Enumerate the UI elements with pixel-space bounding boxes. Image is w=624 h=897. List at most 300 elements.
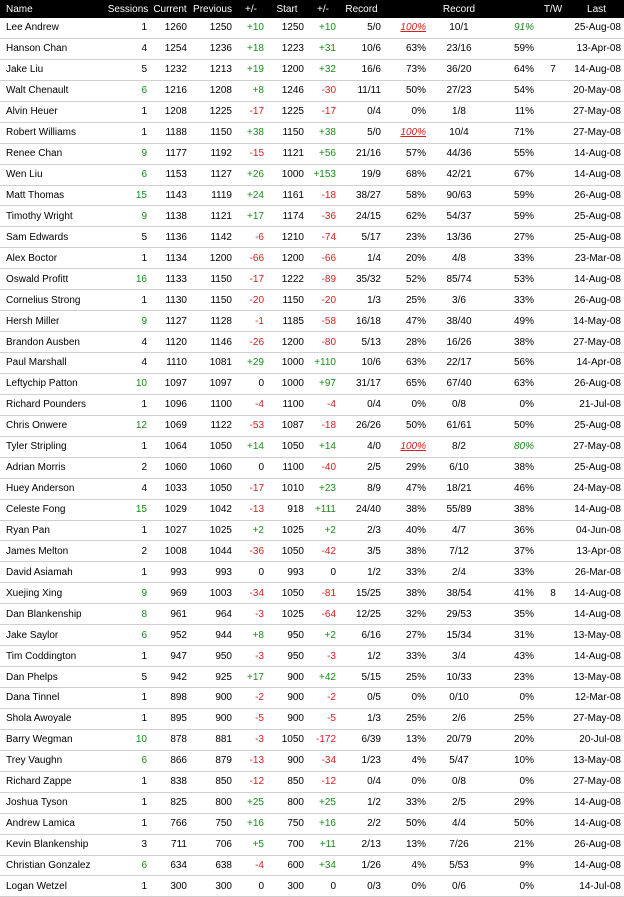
cell-sessions: 10: [106, 373, 150, 394]
cell-previous-rating: 638: [190, 855, 235, 876]
cell-match-record: 0/4: [339, 394, 384, 415]
cell-sessions: 6: [106, 164, 150, 185]
cell-player-name: Timothy Wright: [0, 206, 106, 227]
cell-sessions: 1: [106, 436, 150, 457]
cell-last-played: 27-May-08: [569, 708, 624, 729]
header-game-win-pct: [489, 0, 537, 18]
cell-rating-change: 0: [235, 373, 267, 394]
cell-rating-change: 0: [235, 562, 267, 583]
cell-rating-change: +17: [235, 667, 267, 688]
cell-previous-rating: 750: [190, 813, 235, 834]
cell-player-name: Jake Saylor: [0, 625, 106, 646]
cell-last-played: 25-Aug-08: [569, 18, 624, 38]
cell-change-since-start: -12: [307, 771, 339, 792]
cell-match-win-pct: 50%: [384, 813, 429, 834]
cell-last-played: 27-May-08: [569, 332, 624, 353]
cell-match-win-pct: 57%: [384, 143, 429, 164]
cell-sessions: 1: [106, 771, 150, 792]
cell-player-name: Sam Edwards: [0, 227, 106, 248]
cell-last-played: 14-Apr-08: [569, 353, 624, 374]
cell-last-played: 26-Aug-08: [569, 290, 624, 311]
cell-start-rating: 1050: [267, 436, 307, 457]
cell-tw: [537, 269, 569, 290]
cell-tw: [537, 353, 569, 374]
cell-match-win-pct: 33%: [384, 562, 429, 583]
cell-sessions: 3: [106, 834, 150, 855]
table-row: [0, 562, 624, 583]
cell-game-record: 10/1: [429, 18, 489, 38]
cell-match-win-pct: 50%: [384, 80, 429, 101]
cell-match-win-pct: 38%: [384, 541, 429, 562]
cell-tw: [537, 290, 569, 311]
table-row: [0, 290, 624, 311]
cell-last-played: 25-Aug-08: [569, 415, 624, 436]
cell-match-record: 1/4: [339, 248, 384, 269]
cell-match-record: 2/3: [339, 520, 384, 541]
cell-current-rating: 1216: [150, 80, 190, 101]
cell-match-win-pct: 29%: [384, 457, 429, 478]
cell-sessions: 9: [106, 311, 150, 332]
cell-tw: [537, 436, 569, 457]
cell-game-record: 44/36: [429, 143, 489, 164]
cell-sessions: 1: [106, 688, 150, 709]
cell-player-name: Wen Liu: [0, 164, 106, 185]
cell-player-name: Xuejing Xing: [0, 583, 106, 604]
table-row: [0, 583, 624, 604]
cell-last-played: 24-May-08: [569, 478, 624, 499]
cell-match-win-pct: 0%: [384, 688, 429, 709]
cell-match-record: 1/2: [339, 646, 384, 667]
cell-game-win-pct: 91%: [489, 18, 537, 38]
cell-match-record: 12/25: [339, 604, 384, 625]
cell-change-since-start: +14: [307, 436, 339, 457]
cell-player-name: Dan Blankenship: [0, 604, 106, 625]
cell-player-name: Shola Awoyale: [0, 708, 106, 729]
cell-last-played: 25-Aug-08: [569, 457, 624, 478]
cell-previous-rating: 1025: [190, 520, 235, 541]
cell-current-rating: 1027: [150, 520, 190, 541]
cell-game-record: 4/4: [429, 813, 489, 834]
cell-rating-change: -2: [235, 688, 267, 709]
cell-tw: [537, 311, 569, 332]
cell-current-rating: 1208: [150, 101, 190, 122]
cell-change-since-start: +31: [307, 38, 339, 59]
cell-tw: [537, 750, 569, 771]
cell-change-since-start: +34: [307, 855, 339, 876]
cell-player-name: Dana Tinnel: [0, 688, 106, 709]
cell-current-rating: 1138: [150, 206, 190, 227]
cell-current-rating: 993: [150, 562, 190, 583]
cell-game-win-pct: 10%: [489, 750, 537, 771]
cell-change-since-start: -74: [307, 227, 339, 248]
cell-previous-rating: 1150: [190, 269, 235, 290]
cell-rating-change: -3: [235, 729, 267, 750]
cell-match-win-pct: 13%: [384, 729, 429, 750]
cell-game-win-pct: 71%: [489, 122, 537, 143]
cell-current-rating: 1120: [150, 332, 190, 353]
cell-start-rating: 1200: [267, 248, 307, 269]
cell-last-played: 13-May-08: [569, 750, 624, 771]
cell-game-win-pct: 31%: [489, 625, 537, 646]
cell-tw: [537, 206, 569, 227]
cell-current-rating: 1232: [150, 59, 190, 80]
cell-match-record: 24/40: [339, 499, 384, 520]
cell-rating-change: +8: [235, 80, 267, 101]
cell-start-rating: 1000: [267, 353, 307, 374]
cell-current-rating: 1143: [150, 185, 190, 206]
header-name: Name: [0, 0, 106, 18]
table-row: [0, 269, 624, 290]
cell-previous-rating: 1250: [190, 18, 235, 38]
cell-start-rating: 1121: [267, 143, 307, 164]
cell-game-record: 8/2: [429, 436, 489, 457]
cell-match-record: 0/3: [339, 876, 384, 897]
cell-start-rating: 1050: [267, 583, 307, 604]
table-row: [0, 541, 624, 562]
cell-player-name: Brandon Ausben: [0, 332, 106, 353]
cell-change-since-start: -3: [307, 646, 339, 667]
cell-game-win-pct: 50%: [489, 415, 537, 436]
cell-match-win-pct: 100%: [384, 18, 429, 38]
cell-game-record: 5/53: [429, 855, 489, 876]
cell-match-win-pct: 28%: [384, 332, 429, 353]
cell-game-record: 2/5: [429, 792, 489, 813]
cell-start-rating: 1225: [267, 101, 307, 122]
cell-current-rating: 866: [150, 750, 190, 771]
cell-game-record: 67/40: [429, 373, 489, 394]
cell-sessions: 1: [106, 18, 150, 38]
cell-match-record: 1/3: [339, 708, 384, 729]
cell-game-record: 0/8: [429, 394, 489, 415]
cell-rating-change: +16: [235, 813, 267, 834]
cell-sessions: 2: [106, 457, 150, 478]
cell-change-since-start: -58: [307, 311, 339, 332]
cell-sessions: 12: [106, 415, 150, 436]
cell-change-since-start: +16: [307, 813, 339, 834]
cell-rating-change: -1: [235, 311, 267, 332]
cell-sessions: 15: [106, 185, 150, 206]
cell-match-record: 5/0: [339, 18, 384, 38]
table-row: [0, 332, 624, 353]
cell-current-rating: 1060: [150, 457, 190, 478]
cell-last-played: 25-Aug-08: [569, 206, 624, 227]
cell-previous-rating: 881: [190, 729, 235, 750]
cell-game-record: 85/74: [429, 269, 489, 290]
cell-rating-change: -15: [235, 143, 267, 164]
cell-game-record: 6/10: [429, 457, 489, 478]
table-row: [0, 122, 624, 143]
cell-tw: [537, 855, 569, 876]
cell-change-since-start: 0: [307, 562, 339, 583]
cell-match-win-pct: 4%: [384, 855, 429, 876]
cell-current-rating: 952: [150, 625, 190, 646]
cell-change-since-start: +42: [307, 667, 339, 688]
cell-rating-change: -13: [235, 499, 267, 520]
cell-tw: [537, 688, 569, 709]
header-current: Current: [150, 0, 190, 18]
cell-last-played: 14-Jul-08: [569, 876, 624, 897]
cell-rating-change: -12: [235, 771, 267, 792]
cell-match-win-pct: 52%: [384, 269, 429, 290]
cell-game-win-pct: 0%: [489, 771, 537, 792]
cell-player-name: Alex Boctor: [0, 248, 106, 269]
cell-game-record: 22/17: [429, 353, 489, 374]
cell-match-record: 2/5: [339, 457, 384, 478]
cell-previous-rating: 1128: [190, 311, 235, 332]
cell-rating-change: -17: [235, 269, 267, 290]
cell-last-played: 26-Aug-08: [569, 373, 624, 394]
cell-game-win-pct: 67%: [489, 164, 537, 185]
cell-start-rating: 1010: [267, 478, 307, 499]
cell-rating-change: -13: [235, 750, 267, 771]
cell-match-record: 0/4: [339, 771, 384, 792]
cell-game-win-pct: 25%: [489, 708, 537, 729]
cell-last-played: 27-May-08: [569, 122, 624, 143]
cell-game-record: 20/79: [429, 729, 489, 750]
cell-game-record: 15/34: [429, 625, 489, 646]
cell-game-record: 10/4: [429, 122, 489, 143]
cell-start-rating: 1223: [267, 38, 307, 59]
cell-match-win-pct: 33%: [384, 792, 429, 813]
cell-start-rating: 1000: [267, 373, 307, 394]
cell-rating-change: +2: [235, 520, 267, 541]
cell-tw: [537, 373, 569, 394]
table-row: [0, 750, 624, 771]
cell-rating-change: -26: [235, 332, 267, 353]
cell-start-rating: 1087: [267, 415, 307, 436]
cell-start-rating: 1050: [267, 729, 307, 750]
cell-game-record: 90/63: [429, 185, 489, 206]
cell-last-played: 25-Aug-08: [569, 227, 624, 248]
cell-match-record: 6/39: [339, 729, 384, 750]
table-row: [0, 227, 624, 248]
cell-previous-rating: 1236: [190, 38, 235, 59]
cell-tw: [537, 625, 569, 646]
cell-previous-rating: 1100: [190, 394, 235, 415]
cell-game-win-pct: 27%: [489, 227, 537, 248]
cell-match-win-pct: 63%: [384, 353, 429, 374]
cell-player-name: Trey Vaughn: [0, 750, 106, 771]
cell-sessions: 1: [106, 248, 150, 269]
cell-rating-change: +26: [235, 164, 267, 185]
cell-match-record: 5/13: [339, 332, 384, 353]
cell-change-since-start: -17: [307, 101, 339, 122]
cell-change-since-start: -30: [307, 80, 339, 101]
cell-player-name: Hanson Chan: [0, 38, 106, 59]
cell-last-played: 26-Mar-08: [569, 562, 624, 583]
cell-current-rating: 961: [150, 604, 190, 625]
cell-game-win-pct: 0%: [489, 394, 537, 415]
cell-current-rating: 1134: [150, 248, 190, 269]
cell-player-name: Kevin Blankenship: [0, 834, 106, 855]
cell-change-since-start: +38: [307, 122, 339, 143]
cell-tw: [537, 604, 569, 625]
cell-game-record: 5/47: [429, 750, 489, 771]
cell-start-rating: 600: [267, 855, 307, 876]
cell-start-rating: 918: [267, 499, 307, 520]
cell-game-record: 27/23: [429, 80, 489, 101]
table-row: [0, 708, 624, 729]
cell-previous-rating: 1121: [190, 206, 235, 227]
cell-change-since-start: 0: [307, 876, 339, 897]
cell-current-rating: 1133: [150, 269, 190, 290]
cell-game-record: 1/8: [429, 101, 489, 122]
cell-last-played: 13-May-08: [569, 625, 624, 646]
cell-last-played: 13-May-08: [569, 667, 624, 688]
cell-start-rating: 1200: [267, 332, 307, 353]
cell-last-played: 14-Aug-08: [569, 499, 624, 520]
table-row: [0, 688, 624, 709]
cell-change-since-start: -4: [307, 394, 339, 415]
cell-tw: [537, 101, 569, 122]
cell-change-since-start: -18: [307, 415, 339, 436]
cell-current-rating: 1260: [150, 18, 190, 38]
cell-previous-rating: 300: [190, 876, 235, 897]
cell-rating-change: -20: [235, 290, 267, 311]
cell-player-name: Renee Chan: [0, 143, 106, 164]
cell-sessions: 5: [106, 59, 150, 80]
cell-match-win-pct: 62%: [384, 206, 429, 227]
cell-game-win-pct: 59%: [489, 206, 537, 227]
cell-current-rating: 711: [150, 834, 190, 855]
cell-match-record: 4/0: [339, 436, 384, 457]
cell-previous-rating: 706: [190, 834, 235, 855]
cell-game-win-pct: 23%: [489, 667, 537, 688]
cell-match-record: 1/2: [339, 562, 384, 583]
cell-current-rating: 895: [150, 708, 190, 729]
table-row: [0, 646, 624, 667]
cell-player-name: Jake Liu: [0, 59, 106, 80]
cell-start-rating: 1161: [267, 185, 307, 206]
table-row: [0, 520, 624, 541]
table-row: [0, 80, 624, 101]
cell-player-name: Walt Chenault: [0, 80, 106, 101]
cell-player-name: Ryan Pan: [0, 520, 106, 541]
cell-game-record: 4/7: [429, 520, 489, 541]
cell-game-record: 23/16: [429, 38, 489, 59]
cell-game-record: 2/6: [429, 708, 489, 729]
cell-previous-rating: 900: [190, 708, 235, 729]
cell-previous-rating: 1097: [190, 373, 235, 394]
cell-start-rating: 993: [267, 562, 307, 583]
cell-sessions: 6: [106, 80, 150, 101]
cell-last-played: 20-Jul-08: [569, 729, 624, 750]
cell-start-rating: 800: [267, 792, 307, 813]
cell-tw: [537, 18, 569, 38]
cell-change-since-start: -40: [307, 457, 339, 478]
cell-last-played: 27-May-08: [569, 436, 624, 457]
cell-last-played: 14-Aug-08: [569, 164, 624, 185]
cell-current-rating: 1136: [150, 227, 190, 248]
cell-change-since-start: +10: [307, 18, 339, 38]
cell-tw: [537, 541, 569, 562]
table-row: [0, 143, 624, 164]
cell-previous-rating: 1081: [190, 353, 235, 374]
cell-game-win-pct: 36%: [489, 520, 537, 541]
header-previous: Previous: [190, 0, 235, 18]
cell-sessions: 1: [106, 813, 150, 834]
cell-start-rating: 700: [267, 834, 307, 855]
cell-game-record: 7/12: [429, 541, 489, 562]
cell-start-rating: 900: [267, 750, 307, 771]
cell-start-rating: 900: [267, 667, 307, 688]
cell-last-played: 14-May-08: [569, 311, 624, 332]
cell-start-rating: 900: [267, 688, 307, 709]
cell-start-rating: 900: [267, 708, 307, 729]
cell-sessions: 5: [106, 227, 150, 248]
cell-player-name: Huey Anderson: [0, 478, 106, 499]
cell-player-name: Barry Wegman: [0, 729, 106, 750]
header-last: Last: [569, 0, 624, 18]
table-row: [0, 834, 624, 855]
cell-tw: 7: [537, 59, 569, 80]
header-record: Record: [339, 0, 384, 18]
cell-last-played: 20-May-08: [569, 80, 624, 101]
cell-start-rating: 1100: [267, 457, 307, 478]
cell-player-name: James Melton: [0, 541, 106, 562]
cell-tw: [537, 38, 569, 59]
cell-sessions: 16: [106, 269, 150, 290]
cell-tw: [537, 771, 569, 792]
cell-match-win-pct: 50%: [384, 415, 429, 436]
cell-match-win-pct: 100%: [384, 122, 429, 143]
cell-current-rating: 300: [150, 876, 190, 897]
cell-change-since-start: +25: [307, 792, 339, 813]
cell-match-record: 1/26: [339, 855, 384, 876]
cell-tw: [537, 332, 569, 353]
cell-match-record: 6/16: [339, 625, 384, 646]
cell-match-record: 1/23: [339, 750, 384, 771]
cell-match-record: 0/5: [339, 688, 384, 709]
cell-current-rating: 1097: [150, 373, 190, 394]
cell-game-win-pct: 33%: [489, 562, 537, 583]
cell-game-record: 42/21: [429, 164, 489, 185]
cell-sessions: 5: [106, 667, 150, 688]
cell-player-name: Paul Marshall: [0, 353, 106, 374]
cell-last-played: 14-Aug-08: [569, 269, 624, 290]
cell-sessions: 6: [106, 625, 150, 646]
cell-current-rating: 766: [150, 813, 190, 834]
cell-previous-rating: 950: [190, 646, 235, 667]
cell-rating-change: +10: [235, 18, 267, 38]
cell-current-rating: 1188: [150, 122, 190, 143]
cell-tw: [537, 457, 569, 478]
cell-match-win-pct: 68%: [384, 164, 429, 185]
cell-game-record: 38/40: [429, 311, 489, 332]
cell-start-rating: 1246: [267, 80, 307, 101]
cell-game-win-pct: 43%: [489, 646, 537, 667]
cell-sessions: 4: [106, 38, 150, 59]
cell-tw: [537, 520, 569, 541]
cell-rating-change: -36: [235, 541, 267, 562]
cell-previous-rating: 879: [190, 750, 235, 771]
cell-game-record: 2/4: [429, 562, 489, 583]
cell-rating-change: -3: [235, 604, 267, 625]
cell-player-name: Robert Williams: [0, 122, 106, 143]
cell-sessions: 9: [106, 583, 150, 604]
cell-last-played: 13-Apr-08: [569, 38, 624, 59]
cell-rating-change: +18: [235, 38, 267, 59]
cell-match-win-pct: 58%: [384, 185, 429, 206]
cell-match-win-pct: 47%: [384, 478, 429, 499]
cell-match-record: 2/13: [339, 834, 384, 855]
cell-player-name: Celeste Fong: [0, 499, 106, 520]
cell-rating-change: -66: [235, 248, 267, 269]
table-row: [0, 248, 624, 269]
cell-change-since-start: +2: [307, 625, 339, 646]
cell-current-rating: 1127: [150, 311, 190, 332]
cell-last-played: 14-Aug-08: [569, 59, 624, 80]
